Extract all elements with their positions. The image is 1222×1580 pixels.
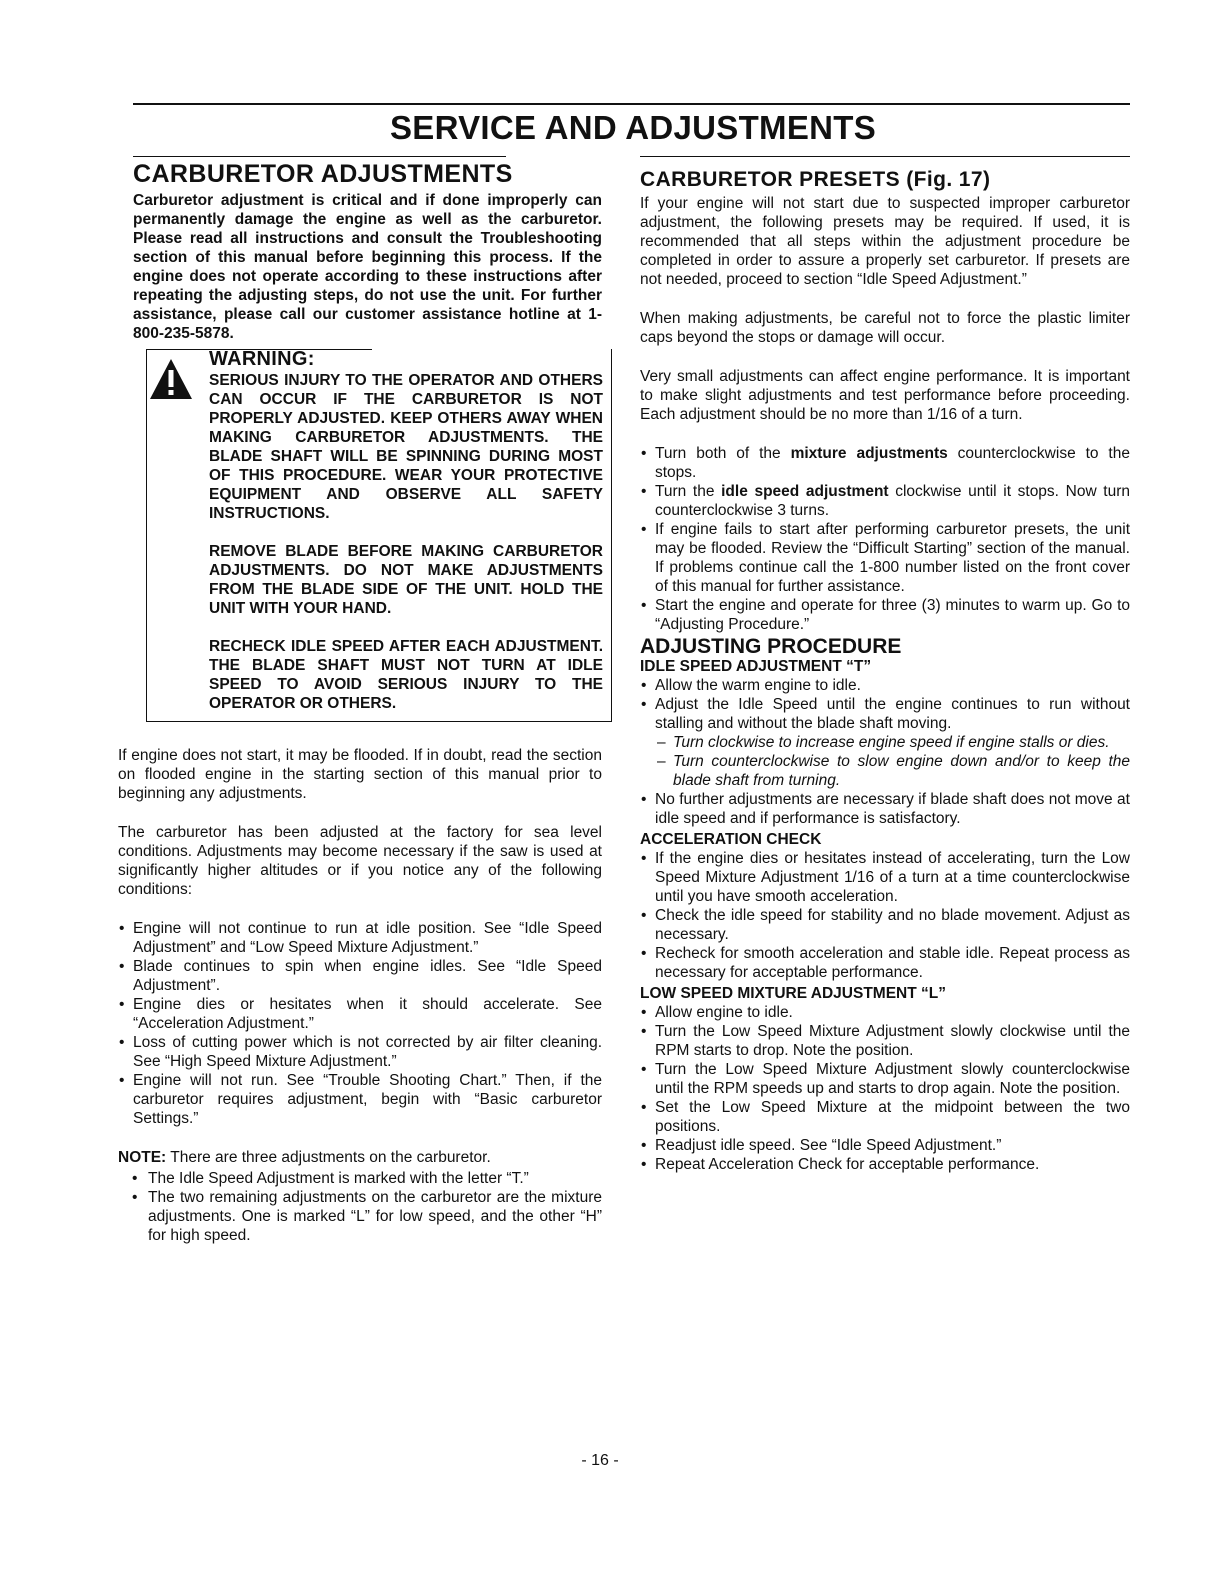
page-title: SERVICE AND ADJUSTMENTS [389,109,877,146]
acceleration-check-heading: ACCELERATION CHECK [640,831,822,848]
low-item: • Set the Low Speed Mixture at the midpoint between the two positions. [640,1098,1130,1136]
left-column [118,160,602,1245]
carburetor-intro: Carburetor adjustment is critical and if done improperly can permanently damage the engine as well as the carburetor. Please read all instructions and consult the Troubleshooting section of this manual before beginning this process. If the engine does not operate according to these instructions after repeating the adjusting steps, do not use the unit. For further assistance, please call our customer assistance hotline at 1-800-235-5878. [133,192,602,342]
low-item: • Repeat Acceleration Check for acceptable performance. [640,1155,1130,1174]
right-heading-rule [640,156,1130,157]
preset-item: • Start the engine and operate for three (3) minutes to warm up. Go to “Adjusting Procedure.” [640,596,1130,634]
preset-item: • Turn both of the mixture adjustments counterclockwise to the stops. [640,444,1130,482]
low-item: • Allow engine to idle. [640,1003,1130,1022]
condition-item: • Engine will not run. See “Trouble Shooting Chart.” Then, if the carburetor requires adjustment, begin with “Basic carburetor Settings.” [118,1071,602,1128]
low-item: • Turn the Low Speed Mixture Adjustment slowly counterclockwise until the RPM speeds up and starts to drop again. Note the position. [640,1060,1130,1098]
condition-item: • Loss of cutting power which is not corrected by air filter cleaning. See “High Speed Mixture Adjustment.” [118,1033,602,1071]
right-column [640,160,1130,1174]
adjusting-procedure-heading: ADJUSTING PROCEDURE [640,635,902,658]
idle-speed-list [640,676,1130,828]
conditions-list [118,919,602,1128]
carburetor-presets-heading: CARBURETOR PRESETS (Fig. 17) [640,168,991,191]
warning-paragraph-1: SERIOUS INJURY TO THE OPERATOR AND OTHERS CAN OCCUR IF THE CARBURETOR IS NOT PROPERLY ADJUSTED. KEEP OTHERS AWAY WHEN MAKING CARBURETOR ADJUSTMENTS. THE BLADE SHAFT WILL BE SPINNING DURING MOST OF THIS PROCEDURE. WEAR YOUR PROTECTIVE EQUIPMENT AND OBSERVE ALL SAFETY INSTRUCTIONS. [209,372,603,522]
condition-item: • Engine dies or hesitates when it should accelerate. See “Acceleration Adjustment.” [118,995,602,1033]
note-item: • The Idle Speed Adjustment is marked with the letter “T.” [118,1169,602,1188]
warning-paragraph-3: RECHECK IDLE SPEED AFTER EACH ADJUSTMENT. THE BLADE SHAFT MUST NOT TURN AT IDLE SPEED TO AVOID SERIOUS INJURY TO THE OPERATOR OR OTHERS. [209,638,603,712]
idle-item: • Adjust the Idle Speed until the engine continues to run without stalling and without the blade shaft moving. [640,695,1130,733]
flooded-engine-paragraph: If engine does not start, it may be flooded. If in doubt, read the section on flooded engine in the starting section of this manual prior to beginning any adjustments. [118,747,602,802]
note-text: There are three adjustments on the carburetor. [166,1149,491,1166]
condition-item: • Blade continues to spin when engine idles. See “Idle Speed Adjustment”. [118,957,602,995]
warning-triangle-icon [148,357,194,401]
preset-item: • If engine fails to start after performing carburetor presets, the unit may be flooded. Review the “Difficult Starting” section of the manual. If problems continue call the 1-800 number listed on the front cover of this manual for further assistance. [640,520,1130,596]
accel-item: • If the engine dies or hesitates instead of accelerating, turn the Low Speed Mixture Adjustment 1/16 of a turn at a time counterclockwise until you have smooth acceleration. [640,849,1130,906]
carburetor-adjustments-heading: CARBURETOR ADJUSTMENTS [133,160,513,188]
factory-adjustment-paragraph: The carburetor has been adjusted at the factory for sea level conditions. Adjustments may become necessary if the saw is used at significantly higher altitudes or if you notice any of the following conditions: [118,824,602,898]
note-list [118,1169,602,1245]
top-rule [133,103,1130,105]
low-item: • Turn the Low Speed Mixture Adjustment slowly clockwise until the RPM starts to drop. Note the position. [640,1022,1130,1060]
presets-paragraph-1: If your engine will not start due to suspected improper carburetor adjustment, the following presets may be required. If used, it is recommended that all steps within the adjustment procedure be completed in order to assure a properly set carburetor. If presets are not needed, proceed to section “Idle Speed Adjustment.” [640,195,1130,288]
idle-subitem: – Turn clockwise to increase engine speed if engine stalls or dies. [640,733,1130,752]
low-speed-heading: LOW SPEED MIXTURE ADJUSTMENT “L” [640,985,946,1002]
low-item: • Readjust idle speed. See “Idle Speed Adjustment.” [640,1136,1130,1155]
condition-item: • Engine will not continue to run at idle position. See “Idle Speed Adjustment” and “Low Speed Mixture Adjustment.” [118,919,602,957]
preset-item: • Turn the idle speed adjustment clockwise until it stops. Now turn counterclockwise 3 turns. [640,482,1130,520]
idle-item: • No further adjustments are necessary if blade shaft does not move at idle speed and if performance is satisfactory. [640,790,1130,828]
left-heading-rule [133,156,506,157]
idle-item: • Allow the warm engine to idle. [640,676,1130,695]
accel-item: • Check the idle speed for stability and no blade movement. Adjust as necessary. [640,906,1130,944]
accel-item: • Recheck for smooth acceleration and stable idle. Repeat process as necessary for acceptable performance. [640,944,1130,982]
idle-speed-heading: IDLE SPEED ADJUSTMENT “T” [640,658,872,675]
note-paragraph [118,1148,602,1167]
warning-paragraph-2: REMOVE BLADE BEFORE MAKING CARBURETOR ADJUSTMENTS. DO NOT MAKE ADJUSTMENTS FROM THE BLADE SIDE OF THE UNIT. HOLD THE UNIT WITH YOUR HAND. [209,543,603,617]
acceleration-list [640,849,1130,982]
page-number: - 16 - [581,1452,619,1469]
low-speed-list [640,1003,1130,1174]
warning-title: WARNING: [209,348,315,370]
note-label: NOTE: [118,1149,167,1166]
presets-list [640,444,1130,634]
presets-paragraph-3: Very small adjustments can affect engine performance. It is important to make slight adjustments and test performance before proceeding. Each adjustment should be no more than 1/16 of a turn. [640,368,1130,423]
presets-paragraph-2: When making adjustments, be careful not to force the plastic limiter caps beyond the stops or damage will occur. [640,310,1130,346]
idle-subitem: – Turn counterclockwise to slow engine down and/or to keep the blade shaft from turning. [640,752,1130,790]
warning-box [146,349,612,722]
note-item: • The two remaining adjustments on the carburetor are the mixture adjustments. One is marked “L” for low speed, and the other “H” for high speed. [118,1188,602,1245]
